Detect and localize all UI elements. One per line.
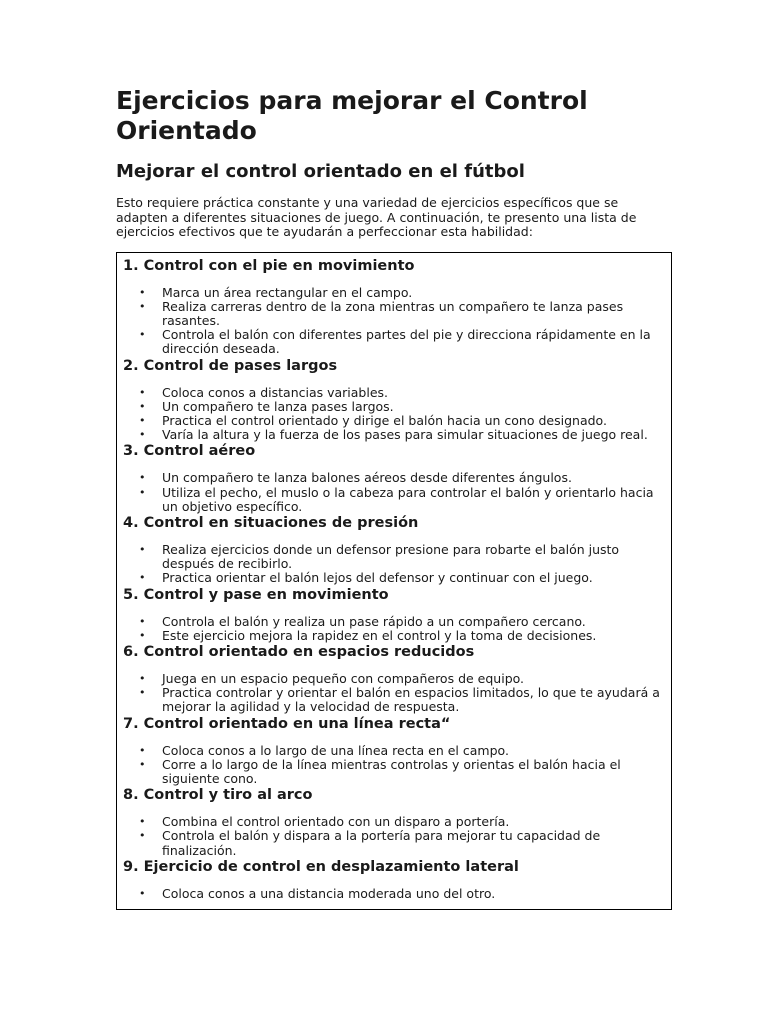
list-item bbox=[139, 885, 665, 901]
bullet-list bbox=[123, 815, 665, 858]
bullet-icon: • bbox=[139, 757, 146, 771]
page-title: Ejercicios para mejorar el Control Orientado bbox=[116, 86, 588, 145]
section-heading: 2. Control de pases largos bbox=[123, 357, 338, 374]
exercise-section bbox=[123, 643, 665, 715]
section-heading: 1. Control con el pie en movimiento bbox=[123, 257, 415, 274]
bullet-icon: • bbox=[139, 413, 146, 427]
list-item-text: Este ejercicio mejora la rapidez en el control y la toma de decisiones. bbox=[162, 627, 597, 643]
list-item-text: Un compañero te lanza pases largos. bbox=[162, 398, 394, 414]
list-item bbox=[139, 627, 665, 643]
bullet-list bbox=[123, 615, 665, 643]
bullet-list bbox=[123, 286, 665, 357]
section-heading: 6. Control orientado en espacios reducidos bbox=[123, 643, 475, 660]
bullet-icon: • bbox=[139, 815, 146, 829]
section-heading: 5. Control y pase en movimiento bbox=[123, 586, 389, 603]
list-item-text: Practica orientar el balón lejos del defensor y continuar con el juego. bbox=[162, 570, 593, 586]
list-item-text: Coloca conos a una distancia moderada uno del otro. bbox=[162, 885, 496, 901]
list-item bbox=[139, 613, 665, 629]
bullet-icon: • bbox=[139, 614, 146, 628]
bullet-list bbox=[123, 471, 665, 514]
list-item bbox=[139, 398, 665, 414]
list-item-text: Corre a lo largo de la línea mientras controlas y orientas el balón hacia el siguiente cono. bbox=[162, 756, 621, 786]
bullet-list bbox=[123, 386, 665, 443]
page-subtitle: Mejorar el control orientado en el fútbol bbox=[116, 161, 525, 182]
list-item bbox=[139, 756, 665, 786]
exercise-section bbox=[123, 357, 665, 443]
list-item-text: Un compañero te lanza balones aéreos desde diferentes ángulos. bbox=[162, 470, 572, 486]
list-item bbox=[139, 541, 665, 572]
bullet-icon: • bbox=[139, 743, 146, 757]
exercise-section bbox=[123, 858, 665, 901]
list-item-text: Marca un área rectangular en el campo. bbox=[162, 284, 413, 300]
list-item bbox=[139, 828, 665, 858]
bullet-icon: • bbox=[139, 671, 146, 685]
exercise-section bbox=[123, 715, 665, 787]
section-heading: 8. Control y tiro al arco bbox=[123, 787, 313, 804]
exercise-list-box bbox=[116, 252, 672, 910]
list-item bbox=[139, 384, 665, 400]
bullet-icon: • bbox=[139, 385, 146, 399]
document-page bbox=[116, 86, 672, 910]
list-item bbox=[139, 427, 665, 443]
bullet-icon: • bbox=[139, 886, 146, 900]
list-item bbox=[139, 742, 665, 758]
bullet-icon: • bbox=[139, 542, 146, 556]
bullet-icon: • bbox=[139, 485, 146, 499]
list-item-text: Controla el balón con diferentes partes del pie y direcciona rápidamente en la dirección deseada. bbox=[162, 327, 651, 357]
list-item bbox=[139, 670, 665, 686]
list-item-text: Coloca conos a lo largo de una línea recta en el campo. bbox=[162, 742, 509, 758]
intro-paragraph: Esto requiere práctica constante y una variedad de ejercicios específicos que se adapten a diferentes situaciones de juego. A continuación, te presento una lista de ejercicios efectivos que te ayudarán a perfeccionar esta habilidad: bbox=[116, 195, 637, 239]
list-item bbox=[139, 685, 665, 715]
list-item bbox=[139, 470, 665, 486]
list-item bbox=[139, 327, 665, 357]
list-item-text: Controla el balón y realiza un pase rápido a un compañero cercano. bbox=[162, 613, 586, 629]
bullet-list bbox=[123, 744, 665, 787]
list-item-text: Realiza ejercicios donde un defensor presione para robarte el balón justo después de recibirlo. bbox=[162, 541, 620, 572]
list-item bbox=[139, 298, 665, 328]
bullet-icon: • bbox=[139, 328, 146, 342]
section-heading: 4. Control en situaciones de presión bbox=[123, 514, 419, 531]
bullet-icon: • bbox=[139, 299, 146, 313]
list-item bbox=[139, 484, 665, 514]
list-item-text: Practica controlar y orientar el balón en espacios limitados, lo que te ayudará a mejorar la agilidad y la velocidad de respuesta. bbox=[162, 685, 660, 715]
list-item bbox=[139, 570, 665, 586]
bullet-icon: • bbox=[139, 628, 146, 642]
list-item bbox=[139, 814, 665, 830]
section-heading: 7. Control orientado en una línea recta“ bbox=[123, 715, 451, 732]
list-item-text: Juega en un espacio pequeño con compañeros de equipo. bbox=[162, 670, 525, 686]
list-item-text: Varía la altura y la fuerza de los pases para simular situaciones de juego real. bbox=[162, 427, 648, 443]
bullet-list bbox=[123, 672, 665, 715]
bullet-list bbox=[123, 887, 665, 901]
bullet-icon: • bbox=[139, 285, 146, 299]
list-item bbox=[139, 412, 665, 428]
list-item-text: Combina el control orientado con un disparo a portería. bbox=[162, 814, 510, 830]
exercise-section bbox=[123, 586, 665, 643]
bullet-icon: • bbox=[139, 428, 146, 442]
section-heading: 9. Ejercicio de control en desplazamiento lateral bbox=[123, 858, 519, 875]
list-item-text: Utiliza el pecho, el muslo o la cabeza para controlar el balón y orientarlo hacia un objetivo específico. bbox=[162, 484, 654, 514]
bullet-icon: • bbox=[139, 686, 146, 700]
bullet-icon: • bbox=[139, 571, 146, 585]
list-item-text: Practica el control orientado y dirige el balón hacia un cono designado. bbox=[162, 412, 607, 428]
bullet-icon: • bbox=[139, 399, 146, 413]
bullet-list bbox=[123, 543, 665, 586]
section-heading: 3. Control aéreo bbox=[123, 443, 256, 460]
list-item bbox=[139, 284, 665, 300]
list-item-text: Realiza carreras dentro de la zona mientras un compañero te lanza pases rasantes. bbox=[162, 298, 624, 328]
bullet-icon: • bbox=[139, 829, 146, 843]
exercise-section bbox=[123, 442, 665, 514]
list-item-text: Coloca conos a distancias variables. bbox=[162, 384, 389, 400]
bullet-icon: • bbox=[139, 471, 146, 485]
exercise-section bbox=[123, 514, 665, 586]
list-item-text: Controla el balón y dispara a la portería para mejorar tu capacidad de finalización. bbox=[162, 828, 601, 858]
exercise-section bbox=[123, 786, 665, 858]
exercise-section bbox=[123, 257, 665, 357]
